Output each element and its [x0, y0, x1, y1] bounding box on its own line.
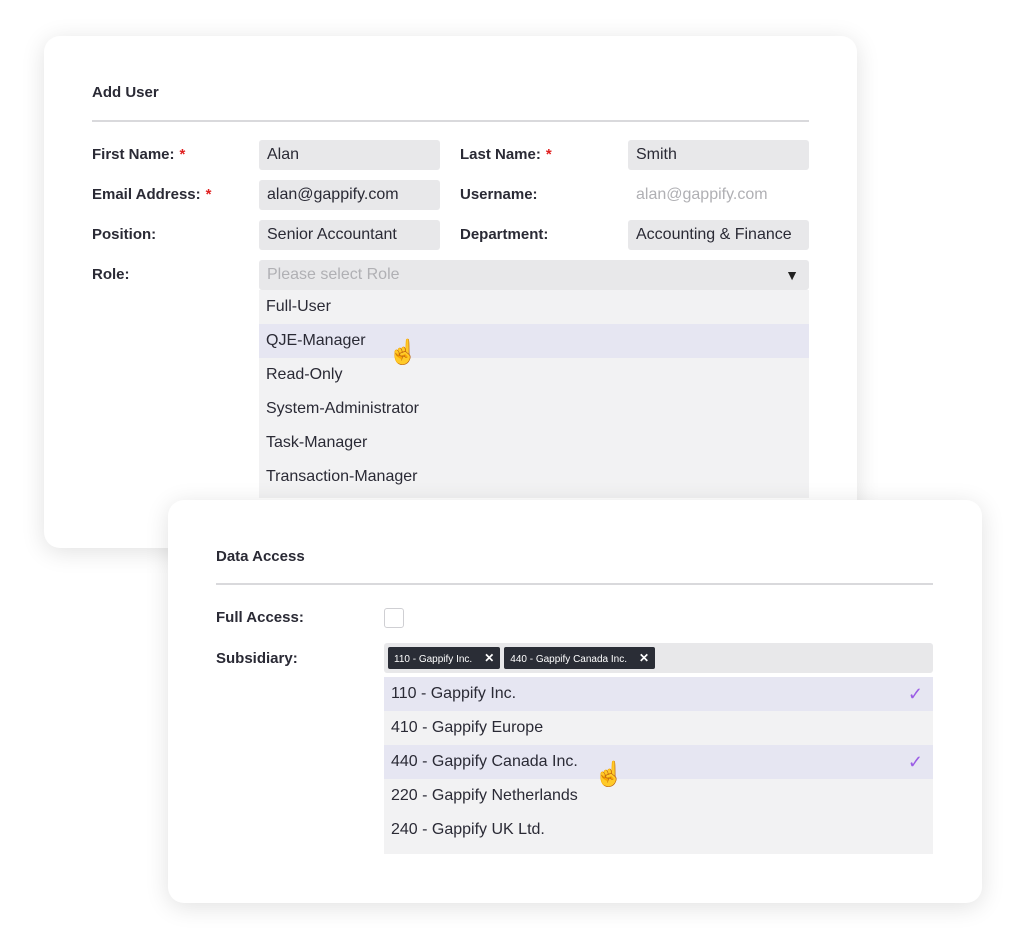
role-placeholder: Please select Role: [267, 266, 400, 283]
subsidiary-option[interactable]: 220 - Gappify Netherlands: [391, 787, 578, 804]
subsidiary-option[interactable]: 240 - Gappify UK Ltd.: [391, 821, 545, 838]
role-option[interactable]: Read-Only: [266, 366, 343, 383]
subsidiary-option[interactable]: 440 - Gappify Canada Inc. ✓: [384, 745, 933, 779]
subsidiary-select[interactable]: [384, 643, 933, 673]
subsidiary-tag: 440 - Gappify Canada Inc. ✕: [504, 647, 655, 669]
last-name-label: Last Name: *: [460, 146, 552, 163]
role-option[interactable]: Task-Manager: [266, 434, 368, 451]
role-option[interactable]: QJE-Manager: [259, 324, 809, 358]
role-option[interactable]: Full-User: [266, 298, 331, 315]
username-label: Username:: [460, 186, 538, 203]
hand-cursor-icon: ☝: [594, 761, 624, 788]
subsidiary-tag: 110 - Gappify Inc. ✕: [388, 647, 500, 669]
department-label: Department:: [460, 226, 549, 243]
email-label: Email Address: *: [92, 186, 212, 203]
role-select[interactable]: [259, 260, 809, 290]
hand-cursor-icon: ☝: [388, 339, 418, 366]
check-icon: ✓: [907, 684, 923, 704]
check-icon: ✓: [907, 752, 923, 772]
add-user-card: [44, 36, 857, 548]
last-name-input[interactable]: Smith: [628, 140, 809, 170]
role-label: Role:: [92, 266, 130, 283]
email-input[interactable]: alan@gappify.com: [259, 180, 440, 210]
subsidiary-label: Subsidiary:: [216, 650, 298, 667]
username-input[interactable]: alan@gappify.com: [636, 186, 768, 203]
role-dropdown: [259, 290, 809, 498]
subsidiary-dropdown: [384, 677, 933, 854]
divider: [92, 120, 809, 122]
first-name-input[interactable]: Alan: [259, 140, 440, 170]
role-option[interactable]: System-Administrator: [266, 400, 419, 417]
divider: [216, 583, 933, 585]
card-title: Data Access: [216, 548, 305, 565]
caret-down-icon: ▼: [785, 267, 799, 283]
department-input[interactable]: Accounting & Finance: [628, 220, 809, 250]
remove-tag-icon[interactable]: ✕: [484, 651, 495, 665]
role-option[interactable]: Transaction-Manager: [266, 468, 418, 485]
position-input[interactable]: Senior Accountant: [259, 220, 440, 250]
full-access-label: Full Access:: [216, 609, 304, 626]
first-name-label: First Name: *: [92, 146, 186, 163]
position-label: Position:: [92, 226, 157, 243]
data-access-card: [168, 500, 982, 903]
subsidiary-option[interactable]: 110 - Gappify Inc. ✓: [384, 677, 933, 711]
full-access-checkbox[interactable]: [384, 608, 404, 628]
card-title: Add User: [92, 84, 159, 101]
subsidiary-option[interactable]: 410 - Gappify Europe: [391, 719, 544, 736]
remove-tag-icon[interactable]: ✕: [639, 651, 650, 665]
